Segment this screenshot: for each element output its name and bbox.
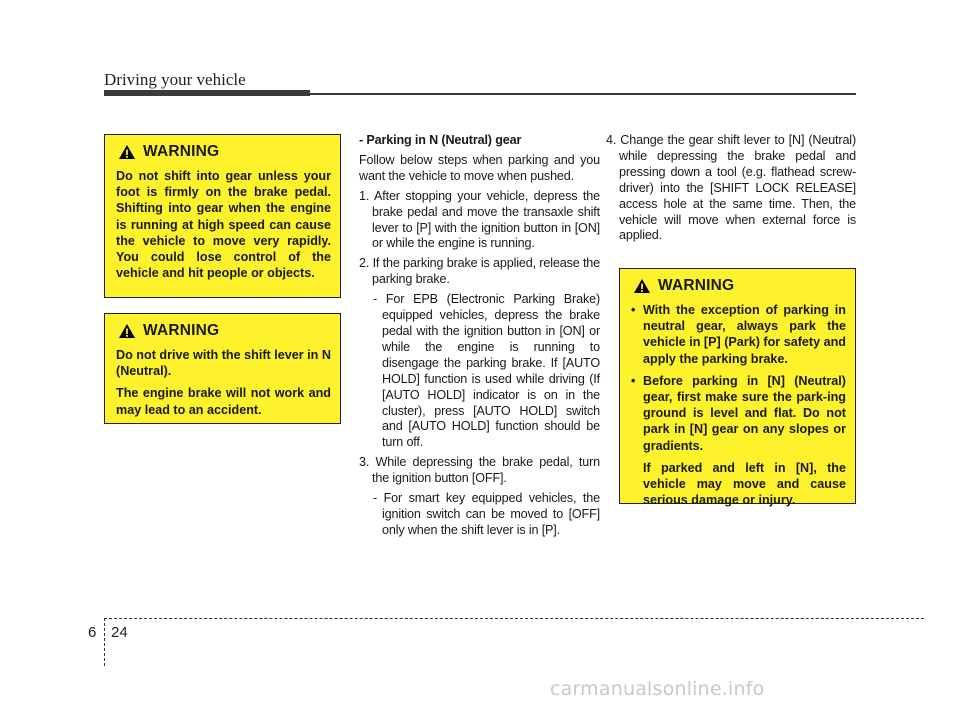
section-subheading: - Parking in N (Neutral) gear [359, 133, 522, 147]
header-rule [104, 93, 856, 95]
page-number: 24 [111, 624, 128, 641]
step-2-sub: - For EPB (Electronic Parking Brake) equipped vehicles, depress the brake pedal with the ignition button in [ON] or while the engine is running to disengage the parking brake. If [AUTO HOLD] function is used while driving (If [AUTO HOLD] indicator is on in the cluster), press [AUTO HOLD] switch and [AUTO HOLD] function should be turn off. [373, 292, 600, 450]
warning-triangle-icon [118, 144, 136, 160]
chapter-number: 6 [88, 624, 97, 641]
step-2: 2. If the parking brake is applied, release the parking brake. [359, 256, 600, 287]
intro-paragraph: Follow below steps when parking and you want the vehicle to move when pushed. [359, 152, 600, 183]
warning-bullet: • Before parking in [N] (Neutral) gear, first make sure the park-ing ground is level and flat. Do not park in [N] gear on any slopes or gradients. If parked and left in [N], the vehicle may move and cause serious damage or injury. [631, 373, 846, 508]
warning-header [116, 322, 331, 340]
warning-box-gear-shift [104, 134, 341, 298]
warning-bullet-list [631, 302, 846, 508]
warning-header [116, 143, 331, 161]
step-3-sub: - For smart key equipped vehicles, the ignition switch can be moved to [OFF] only when the shift lever is in [P]. [373, 491, 600, 537]
warning-triangle-icon [118, 323, 136, 339]
page-header-title: Driving your vehicle [104, 70, 246, 89]
footer-divider [104, 618, 105, 666]
warning-bullet: • With the exception of parking in neutral gear, always park the vehicle in [P] (Park) for safety and apply the parking brake. [631, 303, 846, 366]
right-column [606, 133, 856, 248]
step-3: 3. While depressing the brake pedal, turn the ignition button [OFF]. [359, 455, 600, 486]
warning-box-neutral [104, 313, 341, 424]
step-1: 1. After stopping your vehicle, depress the brake pedal and move the transaxle shift lever to [P] with the ignition button in [ON] or while the engine is running. [359, 188, 600, 251]
warning-bullet-continuation: If parked and left in [N], the vehicle may move and cause serious damage or injury. [643, 460, 846, 508]
warning-text: Do not drive with the shift lever in N (Neutral). [116, 348, 331, 379]
warning-title: WARNING [143, 322, 220, 339]
warning-header [631, 277, 846, 295]
step-4: 4. Change the gear shift lever to [N] (Neutral) while depressing the brake pedal and pressing down a tool (e.g. flathead screw-driver) into the [SHIFT LOCK RELEASE] access hole at the same time. Then, the vehicle will move when external force is applied. [606, 133, 856, 243]
warning-text: Do not shift into gear unless your foot is firmly on the brake pedal. Shifting into gear when the engine is running at high speed can cause the vehicle to move very rapidly. You could lose control of the vehicle and hit people or objects. [116, 169, 331, 281]
warning-title: WARNING [658, 277, 735, 294]
warning-box-parking [619, 268, 856, 508]
footer-rule [104, 618, 924, 619]
middle-column [359, 133, 600, 543]
warning-text: The engine brake will not work and may lead to an accident. [116, 386, 331, 417]
watermark: carmanualsonline.info [550, 678, 765, 700]
warning-title: WARNING [143, 143, 220, 160]
warning-triangle-icon [633, 278, 651, 294]
